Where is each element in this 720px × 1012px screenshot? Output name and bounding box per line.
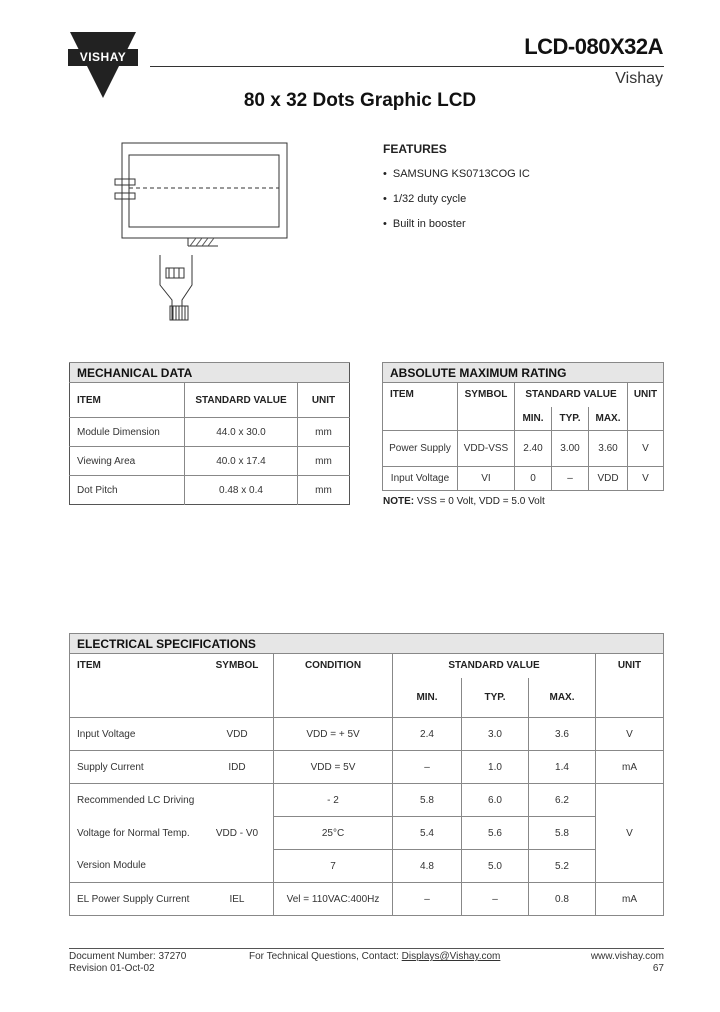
col-header-symbol: SYMBOL	[201, 654, 274, 718]
features-list	[383, 168, 530, 243]
cell-max: 1.4	[529, 751, 596, 784]
footer-rule	[69, 948, 664, 949]
cell-min: 5.8	[393, 784, 462, 817]
electrical-specifications-table	[69, 633, 664, 916]
cell-unit: mm	[298, 447, 350, 476]
col-header-symbol: SYMBOL	[458, 383, 515, 431]
cell-max: 6.2	[529, 784, 596, 817]
col-header-standard-value: STANDARD VALUE	[393, 654, 596, 678]
table-row	[70, 718, 664, 751]
col-header-standard-value: STANDARD VALUE	[515, 383, 628, 407]
table-row	[70, 418, 350, 447]
cell-condition: 7	[274, 850, 393, 883]
contact-prefix: For Technical Questions, Contact:	[249, 951, 399, 962]
col-header-typ: TYP.	[462, 678, 529, 718]
table-row	[70, 883, 664, 916]
feature-item: • 1/32 duty cycle	[383, 193, 530, 218]
cell-min: –	[393, 751, 462, 784]
cell-value: 40.0 x 17.4	[185, 447, 298, 476]
cell-max: 0.8	[529, 883, 596, 916]
cell-condition: VDD = + 5V	[274, 718, 393, 751]
cell-item: EL Power Supply Current	[70, 883, 202, 916]
contact-email-link[interactable]: Displays@Vishay.com	[401, 951, 501, 962]
cell-unit	[596, 784, 664, 817]
cell-condition: Vel = 110VAC:400Hz	[274, 883, 393, 916]
cell-symbol	[201, 784, 274, 817]
brand-name: Vishay	[615, 70, 663, 87]
table-row	[383, 431, 664, 467]
col-header-item: ITEM	[383, 383, 458, 431]
cell-item: Voltage for Normal Temp.	[70, 817, 202, 850]
revision: Revision 01-Oct-02	[69, 963, 155, 974]
absolute-max-rating-table	[382, 362, 664, 491]
table-row	[383, 467, 664, 491]
cell-unit: mm	[298, 476, 350, 505]
note-label: NOTE:	[383, 496, 415, 507]
logo-text: VISHAY	[79, 50, 127, 64]
cell-condition: VDD = 5V	[274, 751, 393, 784]
footer-doc-info	[69, 951, 186, 975]
cell-max: 3.60	[589, 431, 628, 467]
features-heading: FEATURES	[383, 142, 447, 156]
cell-typ: 5.6	[462, 817, 529, 850]
cell-value: 0.48 x 0.4	[185, 476, 298, 505]
cell-unit: mA	[596, 883, 664, 916]
cell-min: 0	[515, 467, 552, 491]
footer-contact	[249, 951, 500, 963]
cell-symbol: IDD	[201, 751, 274, 784]
page-title: 80 x 32 Dots Graphic LCD	[243, 90, 477, 111]
document-number: Document Number: 37270	[69, 951, 187, 962]
cell-condition: - 2	[274, 784, 393, 817]
lcd-outline-drawing	[110, 140, 290, 330]
cell-symbol: VDD	[201, 718, 274, 751]
cell-unit: V	[628, 467, 664, 491]
cell-typ: –	[552, 467, 589, 491]
cell-max: 5.8	[529, 817, 596, 850]
col-header-max: MAX.	[589, 407, 628, 431]
absolute-title: ABSOLUTE MAXIMUM RATING	[383, 363, 664, 383]
cell-typ: 1.0	[462, 751, 529, 784]
cell-typ: –	[462, 883, 529, 916]
table-row	[70, 476, 350, 505]
cell-min: –	[393, 883, 462, 916]
note-text: VSS = 0 Volt, VDD = 5.0 Volt	[416, 496, 545, 507]
col-header-min: MIN.	[515, 407, 552, 431]
mechanical-data-table	[69, 362, 350, 505]
col-header-unit: UNIT	[596, 654, 664, 718]
electrical-title: ELECTRICAL SPECIFICATIONS	[70, 634, 664, 654]
cell-unit: V	[596, 718, 664, 751]
cell-unit: V	[628, 431, 664, 467]
cell-unit	[596, 850, 664, 883]
cell-typ: 3.0	[462, 718, 529, 751]
cell-max: 5.2	[529, 850, 596, 883]
table-row	[70, 751, 664, 784]
cell-typ: 3.00	[552, 431, 589, 467]
col-header-standard-value: STANDARD VALUE	[185, 383, 298, 418]
cell-item: Recommended LC Driving	[70, 784, 202, 817]
footer-site	[591, 951, 664, 975]
cell-item: Input Voltage	[70, 718, 202, 751]
cell-item: Power Supply	[383, 431, 458, 467]
cell-max: VDD	[589, 467, 628, 491]
cell-typ: 6.0	[462, 784, 529, 817]
feature-item: • Built in booster	[383, 218, 530, 243]
cell-symbol: VI	[458, 467, 515, 491]
cell-typ: 5.0	[462, 850, 529, 883]
cell-symbol	[201, 850, 274, 883]
table-row	[70, 447, 350, 476]
cell-item: Input Voltage	[383, 467, 458, 491]
voltage-note	[383, 496, 545, 507]
cell-unit: mm	[298, 418, 350, 447]
cell-item: Version Module	[70, 850, 202, 883]
table-row	[70, 850, 664, 883]
cell-value: 44.0 x 30.0	[185, 418, 298, 447]
part-number: LCD-080X32A	[524, 34, 663, 59]
cell-item: Module Dimension	[70, 418, 185, 447]
cell-item: Supply Current	[70, 751, 202, 784]
col-header-min: MIN.	[393, 678, 462, 718]
feature-item: • SAMSUNG KS0713COG IC	[383, 168, 530, 193]
website-link[interactable]: www.vishay.com	[590, 951, 664, 962]
col-header-item: ITEM	[70, 654, 202, 718]
cell-symbol: VDD - V0	[201, 817, 274, 850]
cell-min: 5.4	[393, 817, 462, 850]
col-header-typ: TYP.	[552, 407, 589, 431]
table-row	[70, 817, 664, 850]
cell-item: Dot Pitch	[70, 476, 185, 505]
col-header-unit: UNIT	[628, 383, 664, 431]
col-header-item: ITEM	[70, 383, 185, 418]
col-header-max: MAX.	[529, 678, 596, 718]
cell-unit: V	[596, 817, 664, 850]
cell-unit: mA	[596, 751, 664, 784]
table-row	[70, 784, 664, 817]
header-rule	[150, 66, 664, 67]
col-header-unit: UNIT	[298, 383, 350, 418]
cell-min: 2.40	[515, 431, 552, 467]
cell-symbol: IEL	[201, 883, 274, 916]
page-number: 67	[652, 963, 664, 974]
col-header-condition: CONDITION	[274, 654, 393, 718]
mechanical-title: MECHANICAL DATA	[70, 363, 350, 383]
cell-condition: 25°C	[274, 817, 393, 850]
cell-max: 3.6	[529, 718, 596, 751]
cell-min: 4.8	[393, 850, 462, 883]
cell-item: Viewing Area	[70, 447, 185, 476]
cell-min: 2.4	[393, 718, 462, 751]
cell-symbol: VDD-VSS	[458, 431, 515, 467]
